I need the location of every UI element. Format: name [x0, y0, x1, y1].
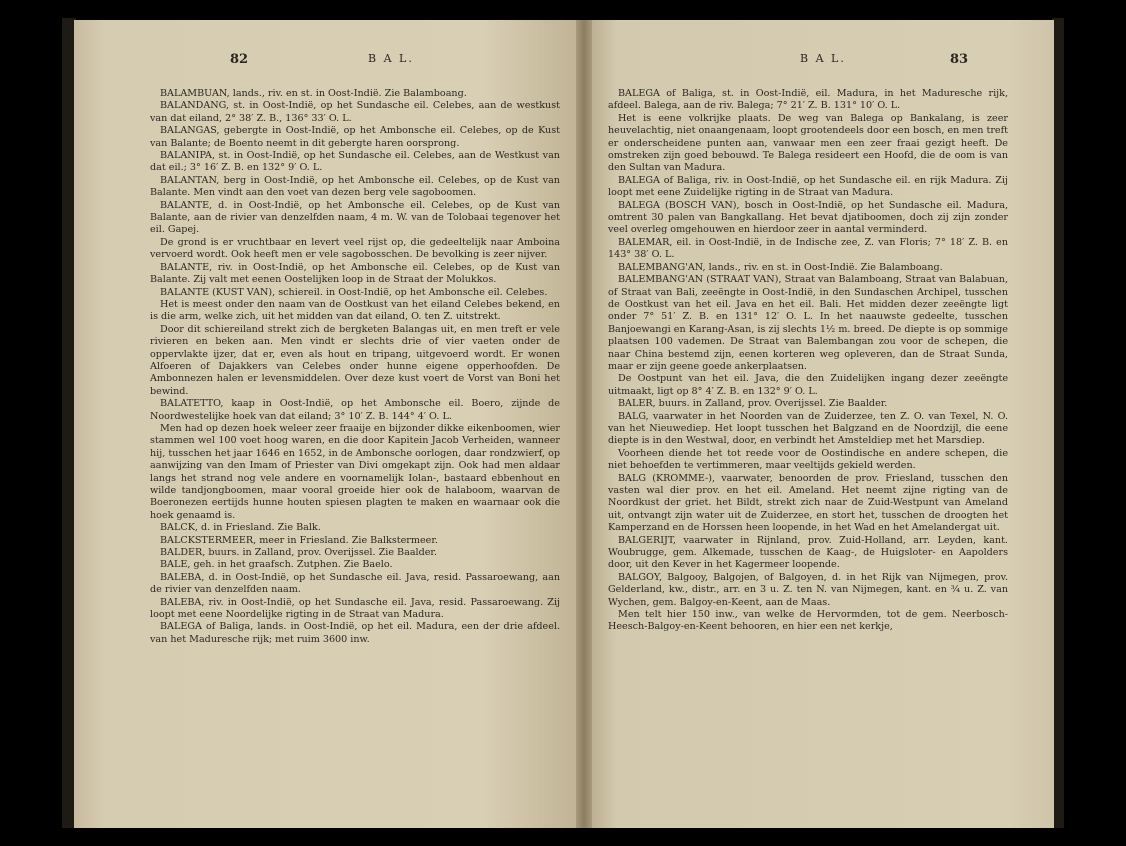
left-page-number: 82	[230, 52, 249, 67]
dictionary-entry: BALG (KROMME-), vaarwater, benoorden de prov. Friesland, tusschen den vasten wal dier prov. en het eil. Ameland. Het neemt zijne rigting van de Noordkust der griet. het Bildt, strekt zich naar de Zuid-Westpunt van Ameland uit, ontvangt zijn water uit de Zuiderzee, en stort het, tusschen de droogten het Kamperzand en de Horssen heen loopende, in het Wad en het Amelandergat uit.	[608, 472, 1008, 534]
dictionary-entry: BALCKSTERMEER, meer in Friesland. Zie Balkstermeer.	[160, 534, 438, 546]
dictionary-entry: BALEBA, d. in Oost-Indië, op het Sundasche eil. Java, resid. Passaroewang, aan de rivier van denzelfden naam.	[150, 571, 560, 596]
dictionary-entry: BALANIPA, st. in Oost-Indië, op het Sundasche eil. Celebes, aan de Westkust van dat eil.; 3° 16′ Z. B. en 132° 9′ O. L.	[150, 150, 560, 174]
dictionary-entry: BALG, vaarwater in het Noorden van de Zuiderzee, ten Z. O. van Texel, N. O. van het Nieuwediep. Het loopt tusschen het Balgzand en de Noordzijl, die eene diepte is in den Westwal, door, en verbindt het Amsteldiep met het Marsdiep.	[608, 410, 1008, 447]
dictionary-entry: BALANDANG, st. in Oost-Indië, op het Sundasche eil. Celebes, aan de westkust van dat eiland, 2° 38′ Z. B., 136° 33′ O. L.	[150, 100, 560, 124]
dictionary-entry: BALEGA of Baliga, st. in Oost-Indië, eil. Madura, in het Maduresche rijk, afdeel. Balega, aan de riv. Balega; 7° 21′ Z. B. 131° 10′ O. L.	[608, 88, 1008, 112]
dictionary-entry: BALANTE (KUST VAN), schiereil. in Oost-Indië, op het Ambonsche eil. Celebes.	[160, 286, 548, 298]
dictionary-entry: De grond is er vruchtbaar en levert veel rijst op, die gedeeltelijk naar Amboina vervoerd wordt. Ook heeft men er vele sagobosschen. De bevolking is zeer nijver.	[150, 236, 560, 261]
dictionary-entry: Het is eene volkrijke plaats. De weg van Balega op Bankalang, is zeer heuvelachtig, niet onaangenaam, loopt grootendeels door een bosch, en men treft er onderscheidene punten aan, vanwaar men een zeer fraai gezigt heeft. De omstreken zijn goed bebouwd. Te Balega resideert een Hoofd, die de oom is van den Sultan van Madura.	[608, 112, 1008, 174]
dictionary-entry: BALANTE, riv. in Oost-Indië, op het Ambonsche eil. Celebes, op de Kust van Balante. Zij valt met eenen Oostelijken loop in de Straat der Molukkos.	[150, 261, 560, 286]
dictionary-entry: Voorheen diende het tot reede voor de Oostindische en andere schepen, die niet behoefden te vertimmeren, maar veeltijds gekield werden.	[608, 447, 1008, 472]
dictionary-entry: BALEMAR, eil. in Oost-Indië, in de Indische zee, Z. van Floris; 7° 18′ Z. B. en 143° 38′ O. L.	[608, 236, 1008, 261]
dictionary-entry: BALAMBUAN, lands., riv. en st. in Oost-Indië. Zie Balamboang.	[160, 88, 467, 99]
left-text-column	[150, 88, 560, 646]
left-running-head: B A L.	[368, 52, 414, 65]
dictionary-entry: BALEGA of Baliga, riv. in Oost-Indië, op het Sundasche eil. en rijk Madura. Zij loopt met eene Zuidelijke rigting in de Straat van Madura.	[608, 174, 1008, 199]
dictionary-entry: BALEBA, riv. in Oost-Indië, op het Sundasche eil. Java, resid. Passaroewang. Zij loopt met eene Noordelijke rigting in de Straat van Madura.	[150, 596, 560, 621]
dictionary-entry: BALEGA of Baliga, lands. in Oost-Indië, op het eil. Madura, een der drie afdeel. van het Maduresche rijk; met ruim 3600 inw.	[150, 621, 560, 645]
dictionary-entry: BALATETTO, kaap in Oost-Indië, op het Ambonsche eil. Boero, zijnde de Noordwestelijke hoek van dat eiland; 3° 10′ Z. B. 144° 4′ O. L.	[150, 398, 560, 422]
dictionary-entry: BALGOY, Balgooy, Balgojen, of Balgoyen, d. in het Rijk van Nijmegen, prov. Gelderland, kw., distr., arr. en 3 u. Z. ten N. van Nijmegen, kant. en ¾ u. Z. van Wychen, gem. Balgoy-en-Keent, aan de Maas.	[608, 571, 1008, 608]
dictionary-entry: De Oostpunt van het eil. Java, die den Zuidelijken ingang dezer zeeëngte uitmaakt, ligt op 8° 4′ Z. B. en 132° 9′ O. L.	[608, 373, 1008, 397]
dictionary-entry: BALEMBANG'AN, lands., riv. en st. in Oost-Indië. Zie Balamboang.	[618, 261, 943, 273]
dictionary-entry: BALEGA (BOSCH VAN), bosch in Oost-Indië, op het Sundasche eil. Madura, omtrent 30 palen van Bangkallang. Het bevat djatiboomen, doch zij zijn zonder veel overleg omgehouwen en hierdoor zeer in aantal verminderd.	[608, 199, 1008, 236]
dictionary-entry: BALANTAN, berg in Oost-Indië, op het Ambonsche eil. Celebes, op de Kust van Balante. Men vindt aan den voet van dezen berg vele sagoboomen.	[150, 174, 560, 199]
dictionary-entry: BALCK, d. in Friesland. Zie Balk.	[160, 522, 321, 534]
dictionary-entry: BALE, geh. in het graafsch. Zutphen. Zie Baelo.	[160, 559, 393, 571]
right-text-column	[608, 88, 1008, 634]
dictionary-entry: BALGERIJT, vaarwater in Rijnland, prov. Zuid-Holland, arr. Leyden, kant. Woubrugge, gem. Alkemade, tusschen de Kaag-, de Huigsloter- en Aapolders door, uit den Kever in het Kagermeer loopende.	[608, 534, 1008, 571]
right-page-number: 83	[950, 52, 969, 67]
dictionary-entry: Men had op dezen hoek weleer zeer fraaije en bijzonder dikke eikenboomen, wier stammen wel 100 voet hoog waren, en die door Kapitein Jacob Verheiden, wanneer hij, tusschen het jaar 1646 en 1652, in de Ambonsche oorlogen, daar rondzwierf, op aanwijzing van den Imam of Priester van Divi omgekapt zijn. Ook had men aldaar langs het strand nog vele andere en voornamelijk Iolan-, bastaard ebbenhout en wilde tandjongboomen, maar vooral groeide hier ook de halaboom, waarvan de Boeronezen eertijds hunne houten spiesen plagten te maken en waarnaar ook die hoek genaamd is.	[150, 422, 560, 521]
dictionary-entry: BALEMBANG'AN (STRAAT VAN), Straat van Balamboang, Straat van Balabuan, of Straat van Bali, zeeëngte in Oost-Indië, in den Sundaschen Archipel, tusschen de Oostkust van het eil. Java en het eil. Bali. Het midden dezer zeeëngte ligt onder 7° 51′ Z. B. en 131° 12′ O. L. In het naauwste gedeelte, tusschen Banjoewangi en Karang-Asan, is zij slechts 1½ m. breed. De diepte is op sommige plaatsen 100 vademen. De Straat van Balembangan zou voor de schepen, die naar China bestemd zijn, eenen korteren weg opleveren, dan de Straat Sunda, maar er zijn geene goede ankerplaatsen.	[608, 274, 1008, 372]
dictionary-entry: BALANTE, d. in Oost-Indië, op het Ambonsche eil. Celebes, op de Kust van Balante, aan de rivier van denzelfden naam, 4 m. W. van de Tolobaai tegenover het eil. Gapej.	[150, 199, 560, 236]
dictionary-entry: BALANGAS, gebergte in Oost-Indië, op het Ambonsche eil. Celebes, op de Kust van Balante; de Boento neemt in dit gebergte haren oorsprong.	[150, 125, 560, 149]
dictionary-entry: Men telt hier 150 inw., van welke de Hervormden, tot de gem. Neerbosch-Heesch-Balgoy-en-Keent behooren, en hier een net kerkje,	[608, 609, 1008, 633]
book-gutter	[576, 20, 592, 828]
dictionary-entry: Het is meest onder den naam van de Oostkust van het eiland Celebes bekend, en is die arm, welke zich, uit het midden van dat eiland, O. ten Z. uitstrekt.	[150, 298, 560, 323]
dictionary-entry: BALER, buurs. in Zalland, prov. Overijssel. Zie Baalder.	[618, 398, 888, 410]
dictionary-entry: Door dit schiereiland strekt zich de bergketen Balangas uit, en men treft er vele rivieren en beken aan. Men vindt er slechts drie of vier vaeten onder de oppervlakte ijzer, dat er, even als hout en tripang, uitgevoerd wordt. Er wonen Alfoeren of Dajakkers van Celebes onder hunne eigene opperhoofden. De Ambonnezen halen er levensmiddelen. Over deze kust voert de Vorst van Boni het bewind.	[150, 323, 560, 397]
dictionary-entry: BALDER, buurs. in Zalland, prov. Overijssel. Zie Baalder.	[160, 547, 438, 559]
right-running-head: B A L.	[800, 52, 846, 65]
